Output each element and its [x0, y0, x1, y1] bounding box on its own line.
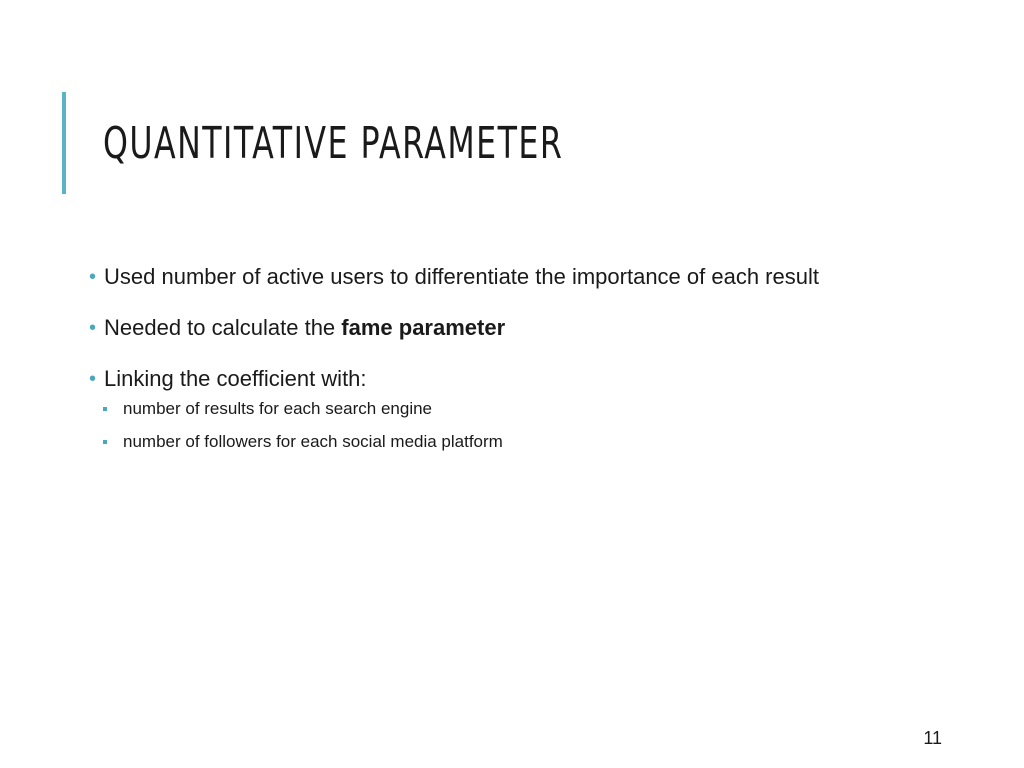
square-bullet-icon: [103, 440, 107, 444]
square-bullet-icon: [103, 407, 107, 411]
bullet-dot-icon: •: [89, 368, 97, 390]
bullet-item: [86, 364, 926, 394]
bullet-item: [86, 262, 926, 292]
bullet-item: [86, 313, 926, 343]
sub-bullet-item: [86, 429, 926, 455]
sub-bullet-text: number of followers for each social media platform: [123, 432, 503, 451]
bullet-text: Needed to calculate the: [104, 315, 342, 340]
bullet-bold-text: fame parameter: [341, 315, 506, 340]
bullet-dot-icon: •: [89, 317, 97, 339]
slide-title: QUANTITATIVE PARAMETER: [103, 118, 564, 169]
bullet-text: Linking the coefficient with:: [104, 366, 367, 391]
sub-bullet-text: number of results for each search engine: [123, 399, 433, 418]
bullet-text: Used number of active users to differentiate the importance of each result: [104, 264, 819, 289]
slide-body: [86, 262, 926, 462]
title-accent-bar: [62, 92, 66, 194]
sub-bullet-item: [86, 396, 926, 422]
bullet-dot-icon: •: [89, 266, 97, 288]
page-number: 11: [923, 728, 942, 748]
